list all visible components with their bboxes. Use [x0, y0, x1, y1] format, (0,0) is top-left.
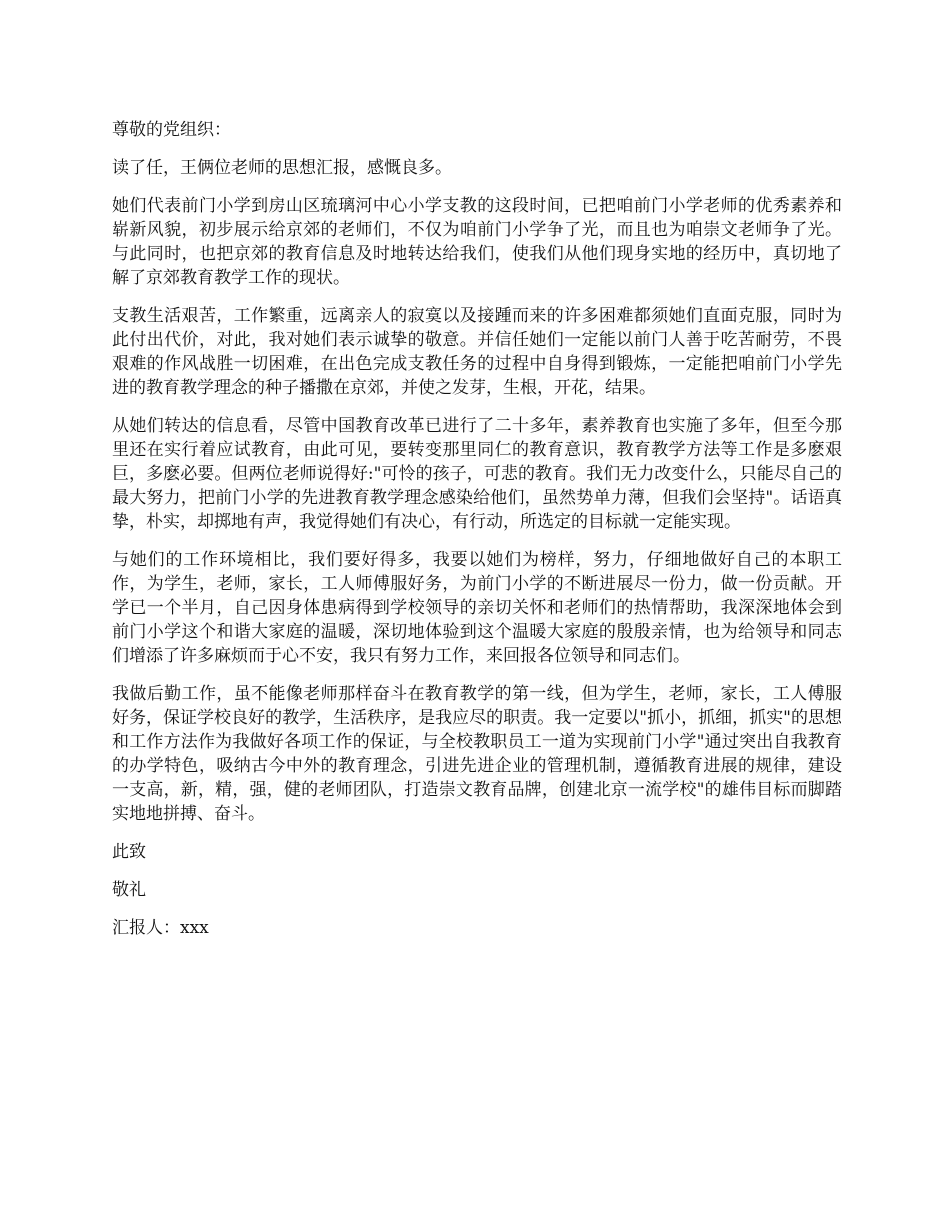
- closing-line-1: 此致: [112, 842, 146, 862]
- document-page: [112, 118, 842, 954]
- paragraph-4: 从她们转达的信息看，尽管中国教育改革已进行了二十多年，素养教育也实施了多年，但至今那里还在实行着应试教育，由此可见，要转变那里同仁的教育意识，教育教学方法等工作是多麽艰巨，多麽必要。但两位老师说得好:"可怜的孩子，可悲的教育。我们无力改变什么，只能尽自己的最大努力，把前门小学的先进教育教学理念感染给他们，虽然势单力薄，但我们会坚持"。话语真挚，朴实，却掷地有声，我觉得她们有决心，有行动，所选定的目标就一定能实现。: [112, 416, 842, 532]
- paragraph-3: 支教生活艰苦，工作繁重，远离亲人的寂寞以及接踵而来的许多困难都须她们直面克服，同时为此付出代价，对此，我对她们表示诚挚的敬意。并信任她们一定能以前门人善于吃苦耐劳，不畏艰难的作风战胜一切困难，在出色完成支教任务的过程中自身得到锻炼，一定能把咱前门小学先进的教育教学理念的种子播撒在京郊，并使之发芽，生根，开花，结果。: [112, 306, 842, 398]
- signature: 汇报人：xxx: [112, 918, 209, 938]
- closing-line-2: 敬礼: [112, 880, 146, 900]
- paragraph-6: 我做后勤工作，虽不能像老师那样奋斗在教育教学的第一线，但为学生，老师，家长，工人傅服好务，保证学校良好的教学，生活秩序，是我应尽的职责。我一定要以"抓小，抓细，抓实"的思想和工作方法作为我做好各项工作的保证，与全校教职员工一道为实现前门小学"通过突出自我教育的办学特色，吸纳古今中外的教育理念，引进先进企业的管理机制，遵循教育进展的规律，建设一支高，新，精，强，健的老师团队，打造崇文教育品牌，创建北京一流学校"的雄伟目标而脚踏实地地拼搏、奋斗。: [112, 684, 842, 824]
- paragraph-2: 她们代表前门小学到房山区琉璃河中心小学支教的这段时间，已把咱前门小学老师的优秀素养和崭新风貌，初步展示给京郊的老师们，不仅为咱前门小学争了光，而且也为咱崇文老师争了光。与此同时，也把京郊的教育信息及时地转达给我们，使我们从他们现身实地的经历中，真切地了解了京郊教育教学工作的现状。: [112, 196, 842, 288]
- paragraph-5: 与她们的工作环境相比，我们要好得多，我要以她们为榜样，努力，仔细地做好自己的本职工作，为学生，老师，家长，工人师傅服好务，为前门小学的不断进展尽一份力，做一份贡献。开学已一个半月，自己因身体患病得到学校领导的亲切关怀和老师们的热情帮助，我深深地体会到前门小学这个和谐大家庭的温暖，深切地体验到这个温暖大家庭的殷殷亲情，也为给领导和同志们增添了许多麻烦而于心不安，我只有努力工作，来回报各位领导和同志们。: [112, 550, 842, 666]
- paragraph-1: 读了任，王俩位老师的思想汇报，感慨良多。: [112, 158, 452, 178]
- salutation: 尊敬的党组织：: [112, 120, 231, 140]
